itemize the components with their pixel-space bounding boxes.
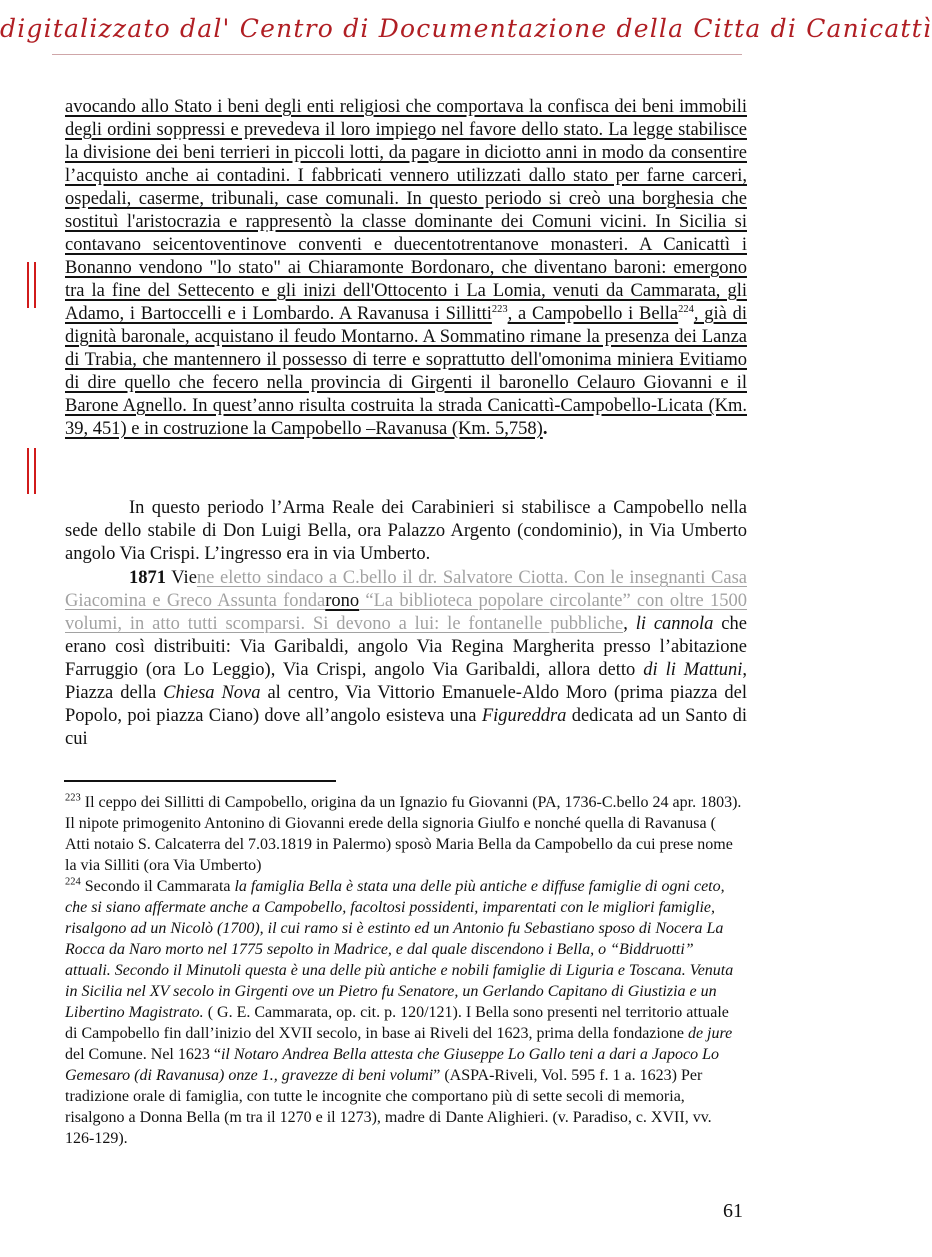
margin-bar bbox=[27, 448, 29, 494]
footnote-224 bbox=[65, 876, 743, 1149]
margin-bar bbox=[34, 262, 36, 308]
paragraph-text: , Piazza della bbox=[65, 660, 748, 703]
paragraph-text: , a Campobello i Bella bbox=[507, 304, 679, 324]
footnote-text: Secondo il Cammarata bbox=[80, 878, 235, 895]
paragraph-text: dedicata ad un Santo di cui bbox=[65, 706, 747, 749]
margin-bar bbox=[27, 262, 29, 308]
year-label: 1871 bbox=[129, 568, 166, 588]
paragraph-carabinieri bbox=[65, 497, 747, 566]
paragraph-1871 bbox=[65, 567, 747, 751]
footnote-italic: la famiglia Bella è stata una delle più antiche e diffuse famiglie di ogni ceto, che si siano affermate anche a Campobello, facoltosi possidenti, imparentati con le migliori famiglie, risalgono ad un Nicolò (1700), il cui ramo si è estinto ed un Antonio fu Sebastiano sposo di Nocera La Rocca da Naro morto nel 1775 sepolto in Madrice, e dal quale discendono i Bella, o “Biddruotti” attuali. Secondo il Minutoli questa è una delle più antiche e nobili famiglie di Liguria e Toscana. Venuta in Sicilia nel XV secolo in Girgenti ove un Pietro fu Senatore, un Gerlando Capitano di Giustizia e un Libertino Magistrato. bbox=[65, 878, 734, 1021]
header-underline bbox=[52, 54, 742, 55]
footnote-ref-223[interactable]: 223 bbox=[491, 303, 508, 315]
paragraph-text: al centro, Via Vittorio Emanuele-Aldo Moro (prima piazza del Popolo, poi piazza Ciano) dove all’angolo esisteva una bbox=[65, 683, 747, 726]
paragraph-text: Vie bbox=[166, 568, 197, 588]
paragraph-text: avocando allo Stato i beni degli enti religiosi che comportava la confisca dei beni immobili degli ordini soppressi e prevedeva il loro impiego nel favore dello stato. La legge stabilisce la divisione dei beni terrieri in piccoli lotti, da pagare in diciotto anni in modo da consentire l’acquisto anche ai contadini. I fabbricati vennero utilizzati dallo stato per farne carceri, ospedali, caserme, tribunali, case comunali. In questo periodo si creò una borghesia che sostituì l'aristocrazia e rappresentò la classe dominante dei Comuni vicini. In Sicilia si contavano seicentoventinove conventi e duecentotrentanove monasteri. A Canicattì i Bonanno vendono "lo stato" ai Chiaramonte Bordonaro, che diventano baroni: emergono tra la fine del Settecento e gli inizi dell'Ottocento i La Lomia, venuti da Cammarata, gli Adamo, i Bartoccelli e i Lombardo. A Ravanusa i Sillitti bbox=[65, 97, 747, 324]
paragraph-text: che erano così distribuiti: Via Garibaldi, angolo Via Regina Margherita presso l’abitazione Farruggio (ora Lo Leggio), Via Crispi, angolo Via Garibaldi, allora detto bbox=[65, 614, 747, 680]
italic-text: Chiesa Nova bbox=[163, 683, 261, 703]
italic-text: di li Mattuni bbox=[643, 660, 743, 680]
footnote-ref-224[interactable]: 224 bbox=[678, 303, 694, 315]
paragraph-end: . bbox=[542, 419, 548, 439]
page-number: 61 bbox=[723, 1200, 743, 1222]
footnote-separator bbox=[64, 780, 336, 782]
footnote-text: del Comune. Nel 1623 “ bbox=[65, 1046, 221, 1063]
footnote-text: ” (ASPA-Riveli, Vol. 595 f. 1 a. 1623) Per tradizione orale di famiglia, con tutte le incognite che comportano più di sette secoli di memoria, risalgono a Donna Bella (m tra il 1270 e il 1273), madre di Dante Alighieri. (v. Paradiso, c. XVII, vv. 126-129). bbox=[65, 1067, 712, 1147]
footnote-223 bbox=[65, 792, 743, 876]
header-title: digitalizzato dal' Centro di Documentazione della Citta di Canicattì bbox=[0, 14, 932, 43]
italic-text: Figureddra bbox=[481, 706, 567, 726]
footnote-italic: il Notaro Andrea Bella attesta che Giuseppe Lo Gallo teni a dari a Japoco Lo Gemesaro (di Ravanusa) onze 1., gravezze di beni volumi bbox=[65, 1046, 719, 1084]
paragraph-text: rono bbox=[325, 591, 360, 611]
paragraph-text: , già di dignità baronale, acquistano il feudo Montarno. A Sommatino rimane la presenza dei Lanza di Trabia, che mantennero il possesso di terre e soprattutto dell'omonima miniera Evitiamo di dire quello che fecero nella provincia di Girgenti il baronello Celauro Giovanni e il Barone Agnello. In quest’anno risulta costruita la strada Canicattì-Campobello-Licata (Km. 39, 451) e in costruzione la Campobello –Ravanusa (Km. 5,758) bbox=[65, 304, 747, 439]
footnote-italic: de jure bbox=[687, 1025, 733, 1042]
footnotes bbox=[65, 792, 743, 1149]
italic-text: li cannola bbox=[635, 614, 714, 634]
footnote-number: 224 bbox=[65, 876, 81, 888]
paragraph-text: In questo periodo l’Arma Reale dei Carabinieri si stabilisce a Campobello nella sede dello stabile di Don Luigi Bella, ora Palazzo Argento (condominio), in Via Umberto angolo Via Crispi. L’ingresso era in via Umberto. bbox=[65, 498, 747, 564]
margin-bar bbox=[34, 448, 36, 494]
paragraph-text: , bbox=[623, 614, 636, 634]
footnote-number: 223 bbox=[65, 792, 81, 804]
footnote-text: Il ceppo dei Sillitti di Campobello, origina da un Ignazio fu Giovanni (PA, 1736-C.bello 24 apr. 1803). Il nipote primogenito Antonino di Giovanni erede della signoria Giulfo e nonché quella di Ravanusa ( Atti notaio S. Calcaterra del 7.03.1819 in Palermo) sposò Maria Bella da Campobello da cui prese nome la via Silliti (ora Via Umberto) bbox=[65, 794, 742, 874]
digitization-header bbox=[0, 14, 932, 43]
footnote-text: ( G. E. Cammarata, op. cit. p. 120/121). I Bella sono presenti nel territorio attuale di Campobello fin dall’inizio del XVII secolo, in base ai Riveli del 1623, prima della fondazione bbox=[65, 1004, 729, 1042]
underlined-paragraph bbox=[65, 96, 747, 441]
gray-underlined-text: “La biblioteca popolare circolante” con oltre 1500 volumi, in atto tutti scomparsi. Si devono a lui: le fontanelle pubbliche bbox=[65, 591, 748, 634]
gray-underlined-text: ne eletto sindaco a C.bello il dr. Salvatore Ciotta. Con le insegnanti Casa Giacomina e Greco Assunta fonda bbox=[65, 568, 747, 611]
